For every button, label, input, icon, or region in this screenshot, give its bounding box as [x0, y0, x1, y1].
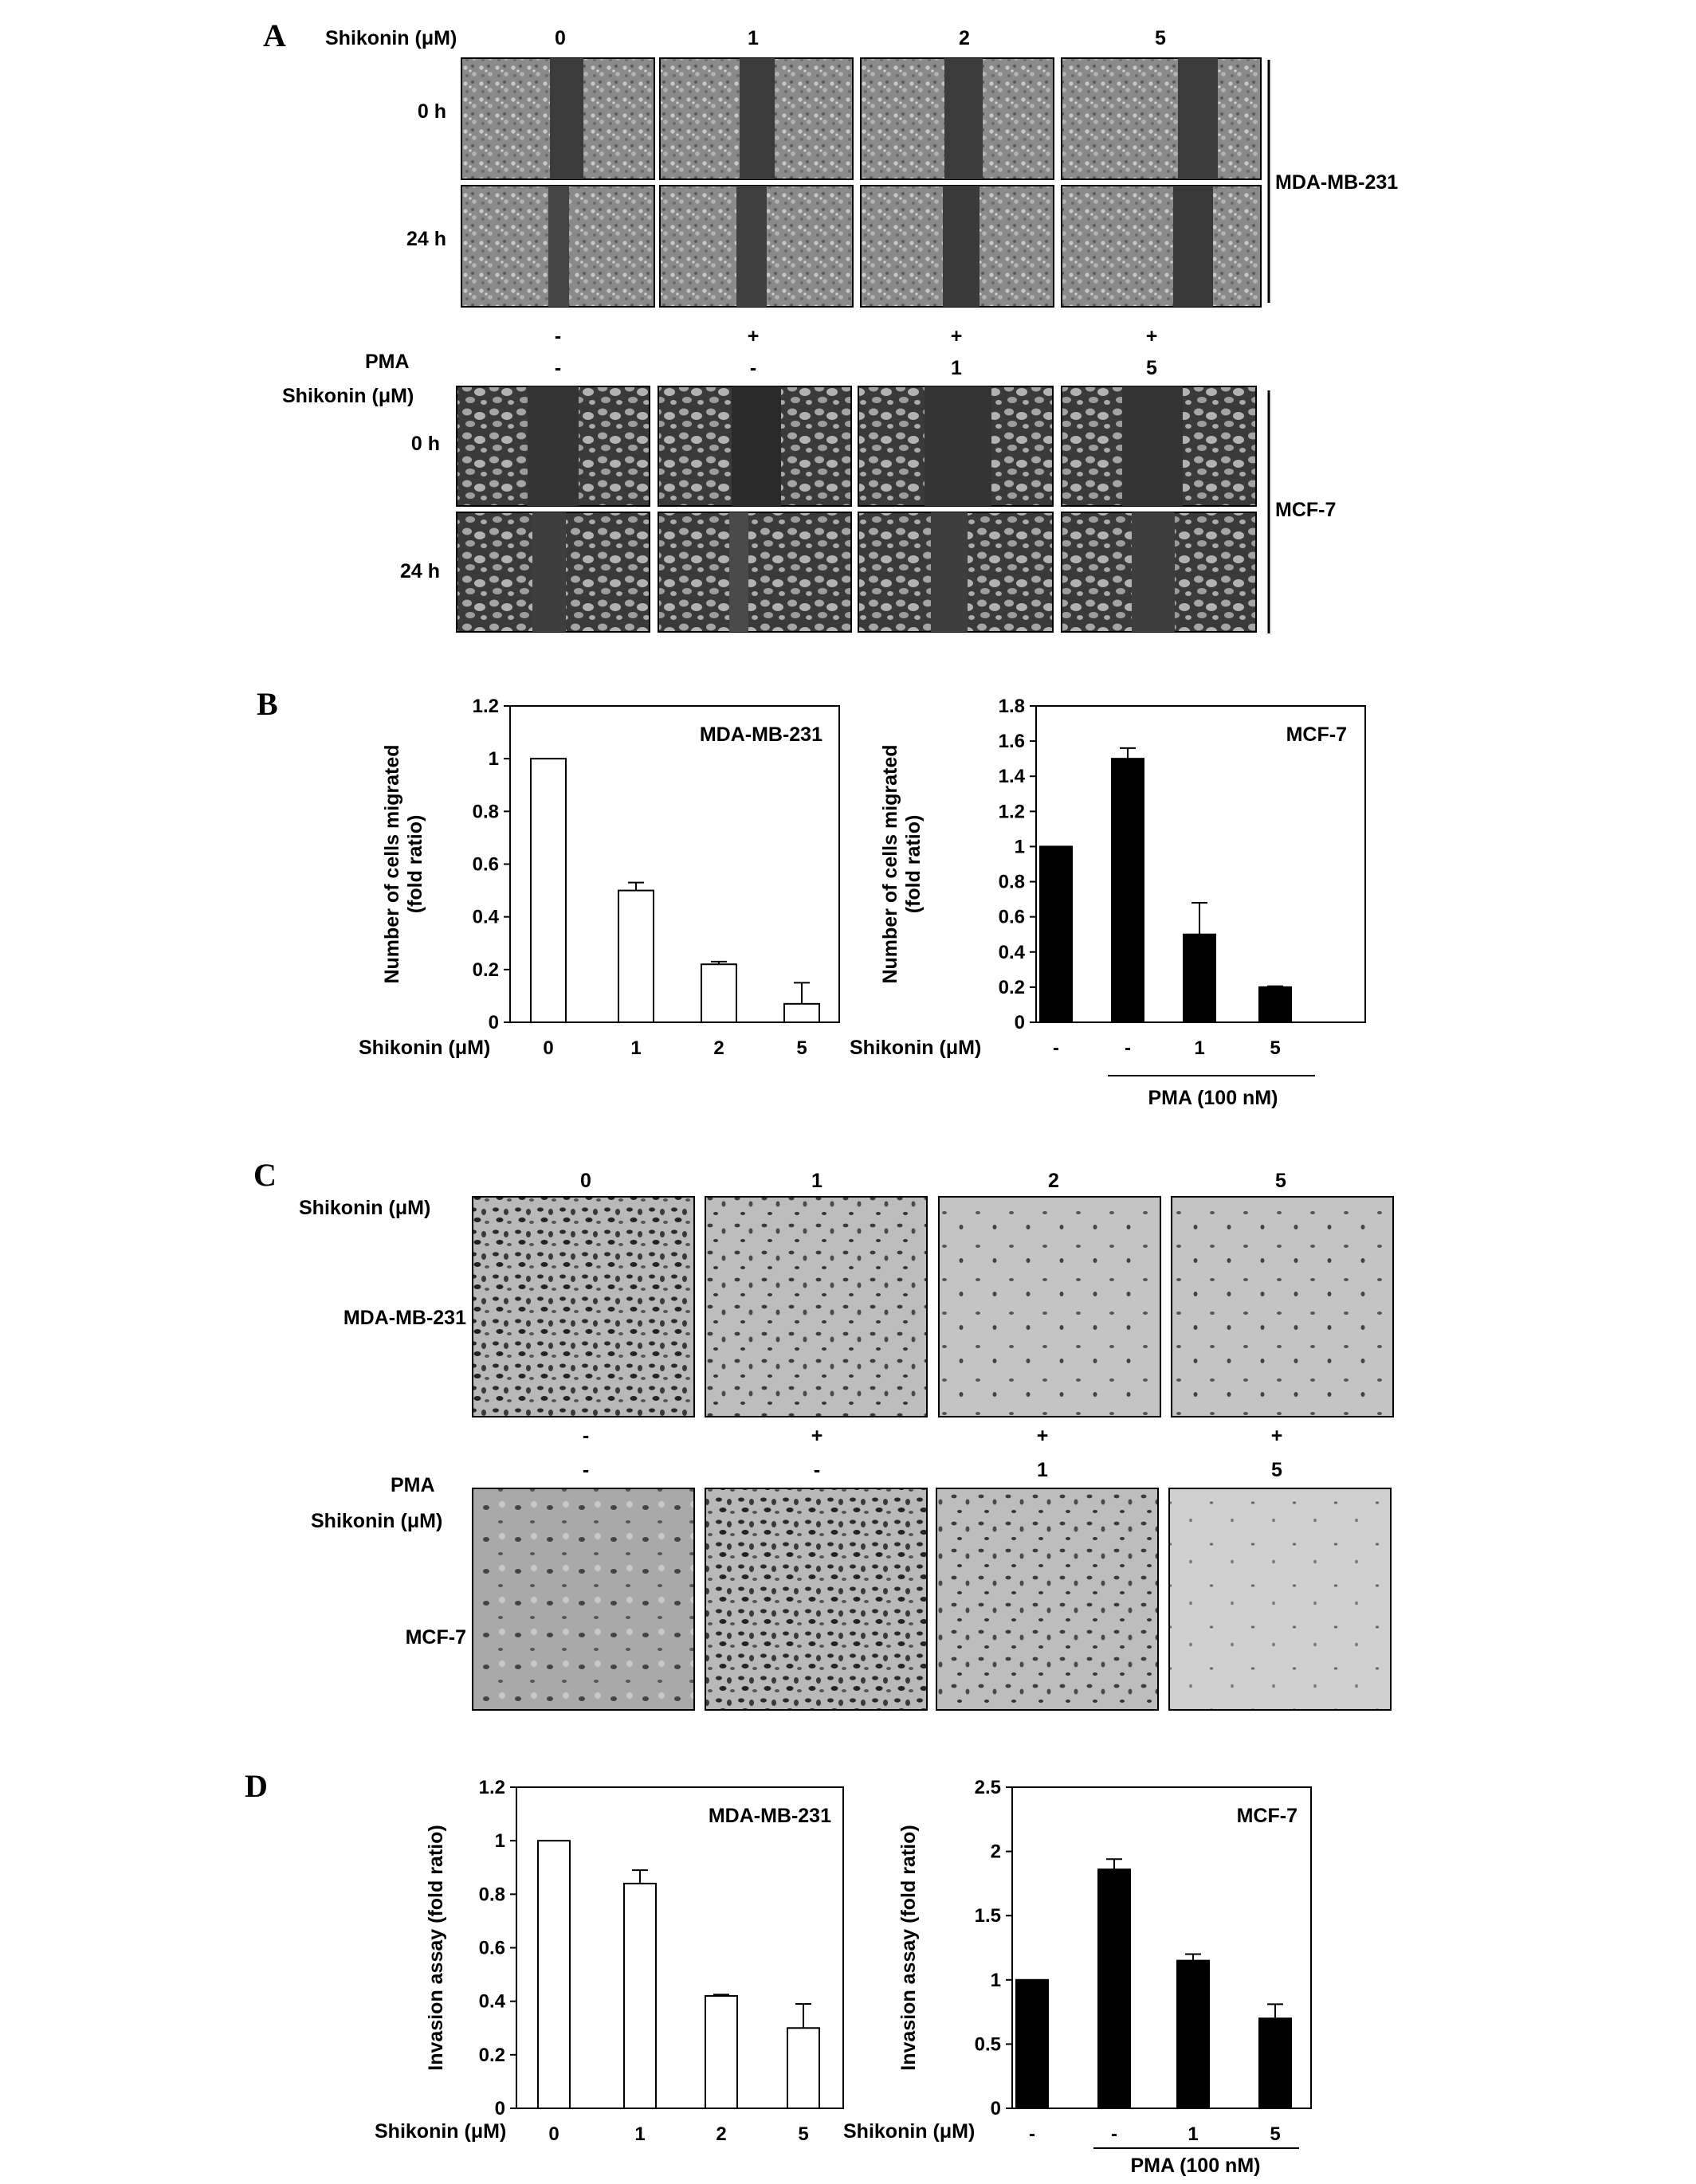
shikonin-label-c2: Shikonin (μM) — [311, 1510, 443, 1532]
time-label: 24 h — [399, 560, 440, 582]
cell-line-label: MCF-7 — [1275, 499, 1337, 521]
scratch-images-mda — [461, 58, 1261, 307]
chart-title: MCF-7 — [1286, 723, 1347, 746]
y-tick-label: 0 — [488, 1012, 499, 1033]
micrograph — [861, 58, 1054, 179]
y-tick-label: 1.5 — [974, 1905, 1001, 1927]
column-headers-a — [555, 27, 1166, 49]
micrograph — [1062, 58, 1261, 179]
y-tick-label: 0.4 — [998, 941, 1025, 963]
chart-b-mcf — [850, 696, 1365, 1109]
shikonin-values-a — [555, 357, 1157, 379]
bar — [538, 1841, 570, 2108]
scratch-images-mcf — [457, 386, 1256, 632]
y-tick-label: 1.6 — [998, 731, 1025, 753]
col-header: 0 — [580, 1170, 591, 1192]
shikonin-value: 1 — [951, 357, 962, 379]
micrograph — [658, 386, 851, 506]
pma-sign: + — [1145, 325, 1158, 347]
x-tick-label: 1 — [1188, 2123, 1199, 2145]
x-axis-label: Shikonin (μM) — [850, 1037, 982, 1059]
bar — [531, 759, 566, 1022]
shikonin-value: 5 — [1146, 357, 1157, 379]
x-tick-label: 5 — [798, 2123, 809, 2145]
x-axis-label: Shikonin (μM) — [375, 2120, 507, 2143]
micrograph — [457, 386, 650, 506]
pma-label-c: PMA — [391, 1474, 435, 1496]
x-tick-label: 5 — [1270, 1037, 1281, 1059]
shikonin-value: 5 — [1271, 1459, 1282, 1481]
y-tick-label: 1.2 — [472, 696, 499, 717]
x-tick-label: - — [1111, 2123, 1117, 2145]
chart-title: MDA-MB-231 — [699, 723, 822, 746]
pma-sign: + — [1036, 1425, 1049, 1447]
x-tick-label: - — [1029, 2123, 1035, 2145]
time-label: 0 h — [417, 100, 446, 123]
x-tick-label: - — [1125, 1037, 1131, 1059]
x-tick-label: 5 — [796, 1037, 807, 1059]
pma-sign: + — [950, 325, 963, 347]
x-tick-label: 5 — [1270, 2123, 1281, 2145]
x-tick-label: 0 — [548, 2123, 559, 2145]
x-axis-label: Shikonin (μM) — [843, 2120, 976, 2143]
y-tick-label: 2 — [990, 1841, 1001, 1863]
y-tick-label: 1.2 — [478, 1777, 505, 1798]
pma-signs-c — [583, 1425, 1282, 1447]
y-tick-label: 0.4 — [472, 906, 499, 928]
bar — [618, 891, 654, 1022]
bar — [1098, 1869, 1130, 2108]
panel-letter-b: B — [257, 686, 278, 722]
y-tick-label: 1 — [488, 748, 499, 770]
cell-line-label: MDA-MB-231 — [1275, 171, 1399, 194]
pma-label-a: PMA — [365, 351, 410, 373]
micrograph — [861, 186, 1054, 307]
micrograph — [658, 512, 851, 632]
shikonin-label-c: Shikonin (μM) — [299, 1197, 431, 1219]
x-tick-label: 1 — [634, 2123, 646, 2145]
micrograph — [660, 58, 853, 179]
micrograph — [1169, 1488, 1391, 1710]
y-tick-label: 1 — [990, 1969, 1001, 1991]
y-axis-label: Number of cells migrated(fold ratio) — [879, 744, 925, 984]
micrograph — [1062, 512, 1256, 632]
x-tick-label: 2 — [713, 1037, 724, 1059]
micrograph — [1062, 186, 1261, 307]
y-tick-label: 0.6 — [478, 1937, 505, 1959]
bar — [1177, 1961, 1209, 2108]
x-tick-label: - — [1053, 1037, 1059, 1059]
panel-letter-a: A — [263, 18, 286, 53]
shikonin-label-a: Shikonin (μM) — [325, 27, 457, 49]
y-tick-label: 1.8 — [998, 696, 1025, 717]
y-tick-label: 1 — [494, 1830, 505, 1853]
pma-sign: - — [582, 1425, 590, 1447]
chart-d-mcf — [843, 1777, 1311, 2177]
y-tick-label: 0.5 — [974, 2033, 1001, 2056]
y-axis-label: Invasion assay (fold ratio) — [897, 1825, 920, 2071]
chart-title: MDA-MB-231 — [708, 1805, 831, 1827]
y-tick-label: 0.6 — [998, 906, 1025, 928]
bar — [1016, 1980, 1048, 2108]
x-tick-label: 1 — [630, 1037, 642, 1059]
col-header: 5 — [1275, 1170, 1286, 1192]
y-tick-label: 2.5 — [974, 1777, 1001, 1798]
bar — [1259, 2018, 1291, 2108]
micrograph — [1172, 1197, 1393, 1417]
time-label: 0 h — [410, 433, 440, 455]
y-tick-label: 0.2 — [472, 959, 499, 981]
micrograph — [461, 58, 654, 179]
pma-signs-a — [555, 325, 1157, 347]
bar — [1259, 987, 1291, 1022]
col-header: 5 — [1155, 27, 1166, 49]
col-header: 2 — [959, 27, 970, 49]
y-tick-label: 1.4 — [998, 766, 1025, 788]
col-header: 1 — [811, 1170, 822, 1192]
y-tick-label: 0.2 — [478, 2044, 505, 2066]
panel-a — [263, 18, 1398, 633]
y-tick-label: 0.8 — [998, 871, 1025, 893]
x-tick-label: 1 — [1194, 1037, 1205, 1059]
col-header: 0 — [555, 27, 566, 49]
micrograph — [461, 186, 654, 307]
y-tick-label: 0.8 — [472, 801, 499, 823]
chart-title: MCF-7 — [1236, 1805, 1298, 1827]
micrograph — [936, 1488, 1158, 1710]
panel-letter-d: D — [245, 1768, 268, 1804]
y-tick-label: 0.6 — [472, 853, 499, 876]
y-tick-label: 1.2 — [998, 801, 1025, 823]
micrograph — [705, 1197, 927, 1417]
micrograph — [705, 1488, 927, 1710]
y-tick-label: 1 — [1014, 836, 1025, 858]
x-tick-label: 2 — [716, 2123, 727, 2145]
micrograph — [939, 1197, 1160, 1417]
time-label: 24 h — [406, 228, 446, 250]
shikonin-value: 1 — [1037, 1459, 1048, 1481]
bar — [701, 964, 736, 1022]
y-tick-label: 0 — [494, 2098, 505, 2119]
pma-sign: + — [747, 325, 760, 347]
pma-sign: + — [1270, 1425, 1283, 1447]
micrograph — [858, 512, 1053, 632]
pma-sign: + — [811, 1425, 823, 1447]
group-label: PMA (100 nM) — [1148, 1087, 1278, 1109]
y-tick-label: 0 — [990, 2098, 1001, 2119]
cell-line-label: MDA-MB-231 — [343, 1307, 466, 1329]
shikonin-value: - — [749, 357, 757, 379]
group-label: PMA (100 nM) — [1130, 2155, 1261, 2177]
y-axis-label: Number of cells migrated(fold ratio) — [381, 744, 426, 984]
shikonin-values-c — [583, 1459, 1282, 1481]
micrograph — [858, 386, 1053, 506]
cell-line-label: MCF-7 — [405, 1626, 466, 1649]
panel-c — [253, 1157, 1393, 1710]
y-axis-label: Invasion assay (fold ratio) — [425, 1825, 447, 2071]
panel-letter-c: C — [253, 1157, 277, 1193]
micrograph — [660, 186, 853, 307]
col-header: 2 — [1048, 1170, 1059, 1192]
col-header: 1 — [748, 27, 759, 49]
chart-b-mda — [359, 696, 839, 1059]
micrograph — [1062, 386, 1256, 506]
chart-d-mda — [375, 1777, 843, 2145]
micrograph — [473, 1197, 694, 1417]
invasion-images-mda — [473, 1197, 1393, 1417]
y-tick-label: 0.8 — [478, 1884, 505, 1906]
pma-sign: - — [554, 325, 562, 347]
column-headers-c — [580, 1170, 1286, 1192]
micrograph — [473, 1488, 694, 1710]
shikonin-label-a2: Shikonin (μM) — [282, 385, 414, 407]
bar — [784, 1004, 819, 1022]
bar — [787, 2028, 819, 2108]
x-axis-label: Shikonin (μM) — [359, 1037, 491, 1059]
micrograph — [457, 512, 650, 632]
bar — [1184, 935, 1215, 1022]
bar — [1112, 759, 1144, 1022]
y-tick-label: 0 — [1014, 1012, 1025, 1033]
bar — [705, 1996, 737, 2108]
shikonin-value: - — [582, 1459, 590, 1481]
shikonin-value: - — [813, 1459, 821, 1481]
invasion-images-mcf — [473, 1488, 1391, 1710]
y-tick-label: 0.4 — [478, 1990, 505, 2013]
shikonin-value: - — [554, 357, 562, 379]
y-tick-label: 0.2 — [998, 976, 1025, 998]
x-tick-label: 0 — [543, 1037, 554, 1059]
bar — [624, 1884, 656, 2108]
bar — [1040, 846, 1072, 1022]
